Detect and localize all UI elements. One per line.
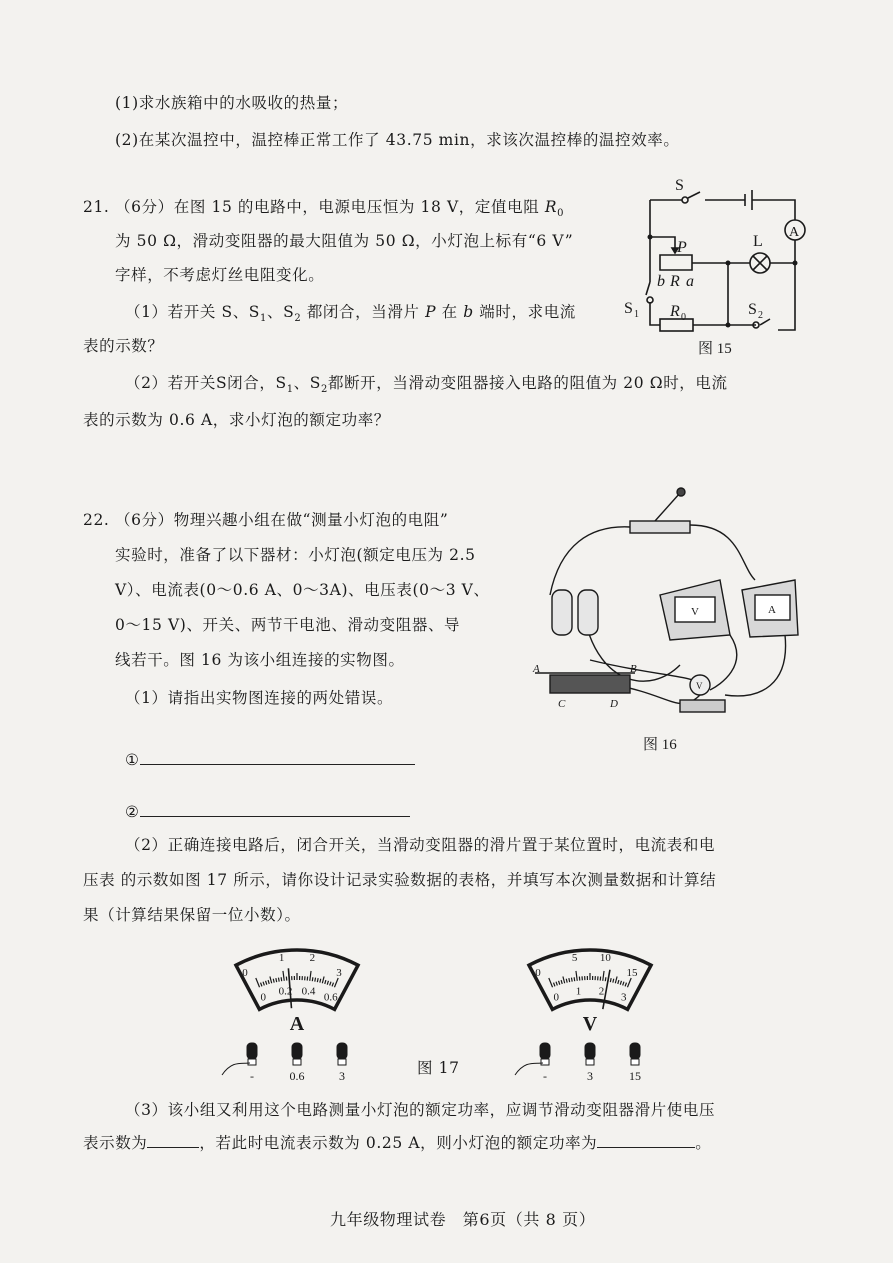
q22-line4: 0～15 V)、开关、两节干电池、滑动变阻器、导 <box>115 616 461 634</box>
figure-16-caption: 图 16 <box>643 737 677 753</box>
label-ammeter: A <box>789 225 800 240</box>
voltmeter-tick <box>566 979 567 983</box>
t: 都闭合，当滑片 <box>301 303 426 321</box>
voltmeter-tick <box>549 978 553 987</box>
voltmeter-tick <box>576 971 577 981</box>
q21-q2 <box>125 373 728 400</box>
ammeter-tick <box>276 978 277 982</box>
voltmeter-tick <box>571 978 572 982</box>
q21-line1 <box>83 197 564 224</box>
ammeter-tick <box>261 983 262 987</box>
label-d: D <box>610 698 618 710</box>
figure-15-circuit <box>620 170 820 360</box>
voltmeter-terminal <box>585 1043 595 1059</box>
ammeter-tick <box>256 978 260 987</box>
ammeter-tick <box>266 981 267 985</box>
voltmeter-tick <box>605 977 606 981</box>
voltmeter-tick <box>615 976 617 983</box>
t: 都断开，当滑动变阻器接入电路的阻值为 20 Ω时，电流 <box>327 374 728 392</box>
ammeter-tick <box>281 977 282 981</box>
voltmeter-wire <box>515 1063 543 1075</box>
ammeter-tick <box>268 980 269 984</box>
t: ① <box>125 751 140 769</box>
ammeter-terminal <box>292 1043 302 1059</box>
ammeter-tick <box>320 979 321 983</box>
voltmeter-tick <box>556 982 557 986</box>
t: P <box>425 303 437 321</box>
t: 表示数为 <box>83 1134 148 1152</box>
ammeter-top-label: 2 <box>309 951 316 964</box>
voltmeter-tick <box>625 983 626 987</box>
voltmeter-tick <box>554 983 555 987</box>
q22-line5: 线若干。图 16 为该小组连接的实物图。 <box>115 651 405 669</box>
q22-q1: （1）请指出实物图连接的两处错误。 <box>125 689 394 707</box>
q22-q2-line1: （2）正确连接电路后，闭合开关，当滑动变阻器的滑片置于某位置时，电流表和电 <box>125 836 716 854</box>
voltmeter-terminal <box>630 1043 640 1059</box>
ammeter-bottom-label: 0.6 <box>323 991 338 1004</box>
voltmeter-terminal-base <box>631 1059 639 1065</box>
label-s2-sub: 2 <box>758 310 763 321</box>
t: 物理兴趣小组在做“测量小灯泡的电阻” <box>173 511 449 529</box>
q22-line2: 实验时，准备了以下器材：小灯泡(额定电压为 2.5 <box>115 546 476 564</box>
label-b: b <box>657 273 665 290</box>
ammeter-top-label: 0 <box>242 967 248 980</box>
t: 2 <box>321 384 328 396</box>
t: 、S <box>267 303 295 321</box>
q21-line2: 为 50 Ω，滑动变阻器的最大阻值为 50 Ω，小灯泡上标有“6 V” <box>115 232 574 250</box>
ammeter-tick <box>312 977 313 981</box>
ammeter-wire <box>222 1063 250 1075</box>
voltmeter-terminal-base <box>586 1059 594 1065</box>
label-b: B <box>630 663 637 675</box>
label-r0-sub: 0 <box>681 312 686 323</box>
voltmeter-bottom-label: 2 <box>598 985 605 998</box>
q22-score: （6分） <box>114 511 174 529</box>
voltmeter-tick <box>559 981 560 985</box>
voltmeter-bottom-label: 0 <box>553 991 560 1004</box>
ammeter-tick <box>317 978 318 982</box>
q21-q1-end: 表的示数？ <box>83 337 164 355</box>
t: （2）若开关S闭合，S <box>125 374 287 392</box>
r0-sub: 0 <box>557 208 565 220</box>
ammeter-tick <box>278 978 279 982</box>
voltmeter-terminal <box>540 1043 550 1059</box>
ammeter-unit-label: A <box>289 1013 305 1035</box>
q22-line1 <box>83 510 448 530</box>
label-a: a <box>686 273 694 290</box>
voltmeter-top-label: 0 <box>535 967 541 980</box>
t: b <box>463 303 474 321</box>
ammeter-tick <box>283 971 284 981</box>
t: （1）若开关 S、S <box>125 303 261 321</box>
label-r: R <box>670 273 680 290</box>
answer-blank-1[interactable] <box>125 750 415 770</box>
q22-line3: V）、电流表(0～0.6 A、0～3A)、电压表(0～3 V、 <box>115 581 490 599</box>
label-s1-sub: 1 <box>634 309 639 320</box>
ammeter-tick <box>263 982 264 986</box>
power-blank[interactable] <box>597 1147 695 1148</box>
t: 1 <box>286 384 294 396</box>
ammeter-top-label: 1 <box>278 951 285 964</box>
label-s2: S <box>748 301 757 318</box>
q21-line3: 字样，不考虑灯丝电阻变化。 <box>115 266 325 284</box>
voltmeter-top-label: 5 <box>571 951 578 964</box>
voltmeter-tick <box>603 971 604 981</box>
r0-symbol: R <box>544 198 558 216</box>
t: 1 <box>260 313 267 325</box>
label-l: L <box>753 233 763 250</box>
voltmeter-top-label: 10 <box>599 951 611 964</box>
voltmeter-terminal-label: - <box>543 1069 547 1083</box>
figure-17-caption: 图 17 <box>417 1059 460 1077</box>
voltmeter-tick <box>620 981 621 985</box>
voltmeter-bottom-label: 1 <box>575 985 582 998</box>
voltmeter-tick <box>610 978 611 982</box>
t: 。 <box>695 1134 712 1152</box>
label-r0: R <box>670 303 680 320</box>
label-c: C <box>558 698 566 710</box>
label-bulb-v: V <box>696 681 703 691</box>
ammeter-top-label: 3 <box>336 967 342 980</box>
q22-q2-line2: 压表 的示数如图 17 所示，请你设计记录实验数据的表格，并填写本次测量数据和计算结 <box>83 871 717 889</box>
voltmeter-tick <box>618 980 619 984</box>
answer-blank-2[interactable] <box>125 802 410 822</box>
ammeter-terminal-base <box>248 1059 256 1065</box>
voltmeter-terminal-label: 15 <box>629 1069 641 1083</box>
voltmeter-tick <box>623 982 624 986</box>
ammeter-tick <box>327 981 328 985</box>
ammeter-bottom-label: 0 <box>260 991 267 1004</box>
ammeter-tick <box>270 976 272 983</box>
label-voltmeter: V <box>691 606 699 618</box>
label-p: P <box>677 239 687 256</box>
q22-number: 22. <box>83 511 110 529</box>
voltmeter-top-label: 15 <box>626 967 638 980</box>
t: 2 <box>294 313 302 325</box>
ammeter-tick <box>322 976 324 983</box>
q21-score: （6分） <box>114 198 174 216</box>
ammeter-tick <box>330 982 331 986</box>
voltmeter-tick <box>574 977 575 981</box>
ammeter-tick <box>332 983 333 987</box>
t: 、S <box>293 374 321 392</box>
ammeter-bottom-label: 0.2 <box>278 985 293 998</box>
q22-q3-line1: （3）该小组又利用这个电路测量小灯泡的额定功率，应调节滑动变阻器滑片使电压 <box>125 1101 716 1119</box>
voltmeter-tick <box>569 978 570 982</box>
t: ，若此时电流表示数为 0.25 A，则小灯泡的额定功率为 <box>199 1134 598 1152</box>
voltmeter-terminal-label: 3 <box>587 1069 593 1083</box>
ammeter-tick <box>334 978 338 987</box>
label-a: A <box>533 663 540 675</box>
q20-part1: (1)求水族箱中的水吸收的热量； <box>115 94 349 112</box>
voltmeter-tick <box>563 976 565 983</box>
q20-part2: (2)在某次温控中，温控棒正常工作了 43.75 min，求该次温控棒的温控效率。 <box>115 131 680 149</box>
ammeter-terminal-label: - <box>250 1069 254 1083</box>
ammeter-tick <box>315 978 316 982</box>
figure-15-caption: 图 15 <box>698 341 732 357</box>
t: 在图 15 的电路中，电源电压恒为 18 V，定值电阻 <box>173 198 545 216</box>
q21-q2-end: 表的示数为 0.6 A，求小灯泡的额定功率？ <box>83 411 390 429</box>
ammeter-terminal-base <box>338 1059 346 1065</box>
q21-q1 <box>125 302 576 329</box>
ammeter-tick <box>310 971 311 981</box>
t: 端时，求电流 <box>473 303 576 321</box>
ammeter-terminal <box>247 1043 257 1059</box>
voltage-blank[interactable] <box>147 1147 199 1148</box>
ammeter-tick <box>273 979 274 983</box>
label-s: S <box>675 177 684 194</box>
ammeter-bottom-label: 0.4 <box>301 985 316 998</box>
q21-number: 21. <box>83 198 110 216</box>
ammeter-terminal-label: 3 <box>339 1069 345 1083</box>
ammeter-terminal-base <box>293 1059 301 1065</box>
voltmeter-tick <box>561 980 562 984</box>
q22-q3-line2 <box>83 1133 711 1153</box>
label-s1: S <box>624 300 633 317</box>
page-footer: 九年级物理试卷 第6页（共 8 页） <box>330 1210 596 1229</box>
figure-16-circuit-photo <box>530 485 810 755</box>
ammeter-tick <box>325 980 326 984</box>
ammeter-terminal-label: 0.6 <box>289 1069 305 1083</box>
voltmeter-tick <box>613 979 614 983</box>
q22-q2-line3: 果（计算结果保留一位小数）。 <box>83 906 301 924</box>
voltmeter-tick <box>627 978 631 987</box>
t: 在 <box>436 303 464 321</box>
voltmeter-bottom-label: 3 <box>620 991 627 1004</box>
voltmeter-unit-label: V <box>582 1013 598 1035</box>
ammeter-terminal <box>337 1043 347 1059</box>
voltmeter-terminal-base <box>541 1059 549 1065</box>
label-ammeter: A <box>768 604 776 616</box>
t: ② <box>125 803 140 821</box>
